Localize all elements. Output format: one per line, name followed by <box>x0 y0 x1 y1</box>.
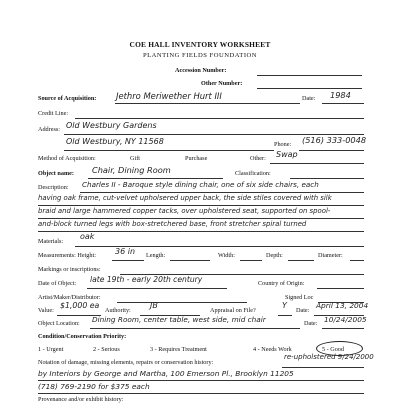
phone-line <box>299 150 364 151</box>
other-number-line <box>257 88 362 89</box>
date-top-value: 1984 <box>330 90 351 100</box>
classification-label: Classification: <box>235 170 271 177</box>
notation-line-3-text: (718) 769-2190 for $375 each <box>38 382 150 391</box>
notation-line-2-text: by Interiors by George and Martha, 100 Emerson Pl., Brooklyn 11205 <box>38 369 294 378</box>
date-object-line <box>87 288 227 289</box>
signed-label: Signed Loc <box>285 294 314 301</box>
address-line1: Old Westbury Gardens <box>66 121 157 130</box>
accession-label: Accession Number: <box>175 67 227 74</box>
location-label: Object Location: <box>38 320 80 327</box>
method-purchase: Purchase <box>185 155 208 162</box>
location-line <box>90 328 300 329</box>
materials-label: Materials: <box>38 238 64 245</box>
location-value: Dining Room, center table, west side, mid chair <box>92 315 266 324</box>
object-name-value: Chair, Dining Room <box>92 165 171 175</box>
provenance-label: Provenance and/or exhibit history: <box>38 396 124 403</box>
width-label: Width: <box>218 252 235 259</box>
address-label: Address: <box>38 126 60 133</box>
date-location-line <box>322 328 364 329</box>
condition-option-4: 4 - Needs Work <box>253 346 292 353</box>
depth-line <box>288 260 314 261</box>
date-top-label: Date: <box>302 95 316 102</box>
address-line2: Old Westbury, NY 11568 <box>66 137 164 146</box>
worksheet-title: COE HALL INVENTORY WORKSHEET <box>129 40 271 49</box>
accession-line <box>257 75 362 76</box>
value-label: Value: <box>38 307 54 314</box>
description-rule-3 <box>38 218 364 219</box>
authority-label: Authority: <box>105 307 131 314</box>
date-location-label: Date: <box>304 320 318 327</box>
address-line-2 <box>64 150 274 151</box>
description-label: Description: <box>38 184 69 191</box>
description-line-1: Charles II - Baroque style dining chair, one of six side chairs, each <box>82 180 319 189</box>
height-line <box>112 260 144 261</box>
measurements-label: Measurements: Height: <box>38 252 96 259</box>
source-line <box>115 103 300 104</box>
object-name-line <box>88 178 223 179</box>
date-object-label: Date of Object: <box>38 280 77 287</box>
phone-label: Phone: <box>274 141 292 148</box>
method-label: Method of Acquisition: <box>38 155 96 162</box>
credit-line-label: Credit Line: <box>38 110 69 117</box>
notation-line-3 <box>38 393 364 394</box>
worksheet-subtitle: PLANTING FIELDS FOUNDATION <box>142 52 258 59</box>
height-value: 36 in <box>115 247 136 256</box>
description-line-4: and-block turned legs with box-stretchered base, front stretcher spiral turned <box>38 220 307 228</box>
condition-option-2: 2 - Serious <box>93 346 120 353</box>
phone-value: (516) 333-0048 <box>302 135 367 145</box>
notation-line-1 <box>282 367 364 368</box>
description-rule-1 <box>80 192 364 193</box>
diameter-line <box>350 260 364 261</box>
object-name-label: Object name: <box>38 170 74 177</box>
country-line <box>317 288 364 289</box>
artist-label: Artist/Maker/Distributor: <box>38 294 101 301</box>
diameter-label: Diameter: <box>318 252 343 259</box>
condition-option-1: 1 - Urgent <box>38 346 64 353</box>
length-line <box>170 260 210 261</box>
description-line-2: having oak frame, cut-velvet upholsered upper back, the side stiles covered with silk <box>38 194 332 202</box>
method-other-line <box>270 163 364 164</box>
date-top-line <box>322 103 364 104</box>
other-number-label: Other Number: <box>201 80 243 87</box>
date-appraisal-label: Date: <box>296 307 310 314</box>
source-label: Source of Acquisition: <box>38 95 97 102</box>
artist-line <box>117 302 247 303</box>
country-label: Country of Origin: <box>258 280 305 287</box>
condition-option-5: 5 - Good <box>322 346 344 353</box>
classification-line <box>290 178 364 179</box>
credit-line-line <box>75 118 364 119</box>
appraisal-line <box>278 315 292 316</box>
source-value: Jethro Meriwether Hurt III <box>116 91 222 101</box>
markings-label: Markings or inscriptions: <box>38 266 101 273</box>
date-appraisal-value: April 13, 2004 <box>316 301 369 310</box>
notation-value: re-upholstered 9/24/2000 <box>284 353 374 361</box>
method-gift: Gift <box>130 155 140 162</box>
date-object-value: late 19th - early 20th century <box>90 275 203 284</box>
description-line-3: braid and large hammered copper tacks, over upholstered seat, supported on spool- <box>38 207 331 215</box>
appraisal-value: Y <box>282 301 287 310</box>
appraisal-label: Appraisal on File? <box>210 307 256 314</box>
value-value: $1,000 ea <box>60 301 100 310</box>
notation-line-2 <box>38 380 364 381</box>
depth-label: Depth: <box>266 252 283 259</box>
width-line <box>240 260 262 261</box>
notation-label: Notation of damage, missing elements, repairs or conservation history: <box>38 359 214 366</box>
length-label: Length: <box>146 252 166 259</box>
authority-value: JB <box>150 301 158 310</box>
condition-label: Condition/Conservation Priority: <box>38 333 127 340</box>
description-rule-2 <box>38 205 364 206</box>
condition-option-3: 3 - Requires Treatment <box>150 346 207 353</box>
method-other-value: Swap <box>276 150 298 159</box>
materials-value: oak <box>80 232 95 241</box>
date-location-value: 10/24/2005 <box>324 315 367 324</box>
method-other-label: Other: <box>250 155 266 162</box>
